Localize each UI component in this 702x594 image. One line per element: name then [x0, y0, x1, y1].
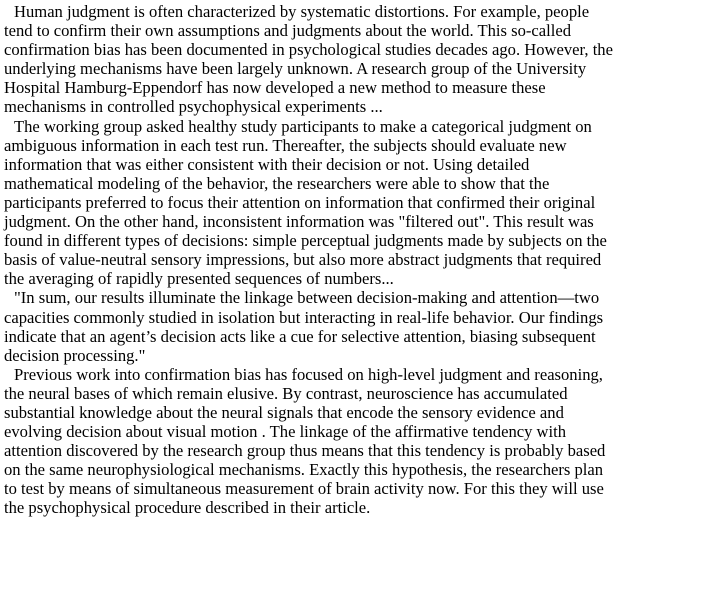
text-line: participants preferred to focus their attention on information that confirmed their original: [4, 192, 596, 212]
text-line: attention discovered by the research group thus means that this tendency is probably based: [4, 441, 606, 461]
paragraph-3-quote: [4, 288, 702, 364]
paragraph-1: [4, 2, 702, 117]
text-line: to test by means of simultaneous measurement of brain activity now. For this they will use: [4, 479, 604, 499]
text-line: judgment. On the other hand, inconsistent information was "filtered out". This result was: [4, 212, 594, 232]
text-line: mathematical modeling of the behavior, the researchers were able to show that the: [4, 173, 550, 193]
text-line: Hospital Hamburg-Eppendorf has now developed a new method to measure these: [4, 78, 546, 98]
text-line: capacities commonly studied in isolation but interacting in real-life behavior. Our findings: [4, 307, 604, 327]
text-line: underlying mechanisms have been largely unknown. A research group of the University: [4, 59, 587, 79]
text-line: found in different types of decisions: simple perceptual judgments made by subjects on the: [4, 231, 607, 251]
text-line: ambiguous information in each test run. Thereafter, the subjects should evaluate new: [4, 135, 567, 155]
text-line: information that was either consistent with their decision or not. Using detailed: [4, 154, 530, 174]
text-line: The working group asked healthy study participants to make a categorical judgment on: [14, 116, 592, 136]
text-line: "In sum, our results illuminate the linkage between decision-making and attention—two: [14, 288, 600, 308]
text-line: basis of value-neutral sensory impressions, but also more abstract judgments that required: [4, 250, 602, 270]
text-line: the averaging of rapidly presented sequences of numbers...: [4, 269, 394, 289]
text-line: confirmation bias has been documented in psychological studies decades ago. However, the: [4, 40, 613, 60]
text-line: evolving decision about visual motion . The linkage of the affirmative tendency with: [4, 422, 567, 442]
text-line: the psychophysical procedure described in their article.: [4, 498, 371, 518]
text-line: indicate that an agent’s decision acts like a cue for selective attention, biasing subsequent: [4, 326, 596, 346]
text-line: substantial knowledge about the neural signals that encode the sensory evidence and: [4, 402, 564, 422]
paragraph-4: [4, 365, 702, 518]
text-line: decision processing.": [4, 345, 146, 365]
text-line: on the same neurophysiological mechanisms. Exactly this hypothesis, the researchers plan: [4, 460, 604, 480]
text-line: Human judgment is often characterized by systematic distortions. For example, people: [14, 2, 590, 21]
text-line: Previous work into confirmation bias has focused on high-level judgment and reasoning,: [14, 364, 603, 384]
document-text: [4, 2, 702, 518]
text-line: tend to confirm their own assumptions and judgments about the world. This so-called: [4, 21, 572, 41]
text-line: mechanisms in controlled psychophysical experiments ...: [4, 97, 383, 117]
text-line: the neural bases of which remain elusive. By contrast, neuroscience has accumulated: [4, 383, 568, 403]
paragraph-2: [4, 117, 702, 289]
